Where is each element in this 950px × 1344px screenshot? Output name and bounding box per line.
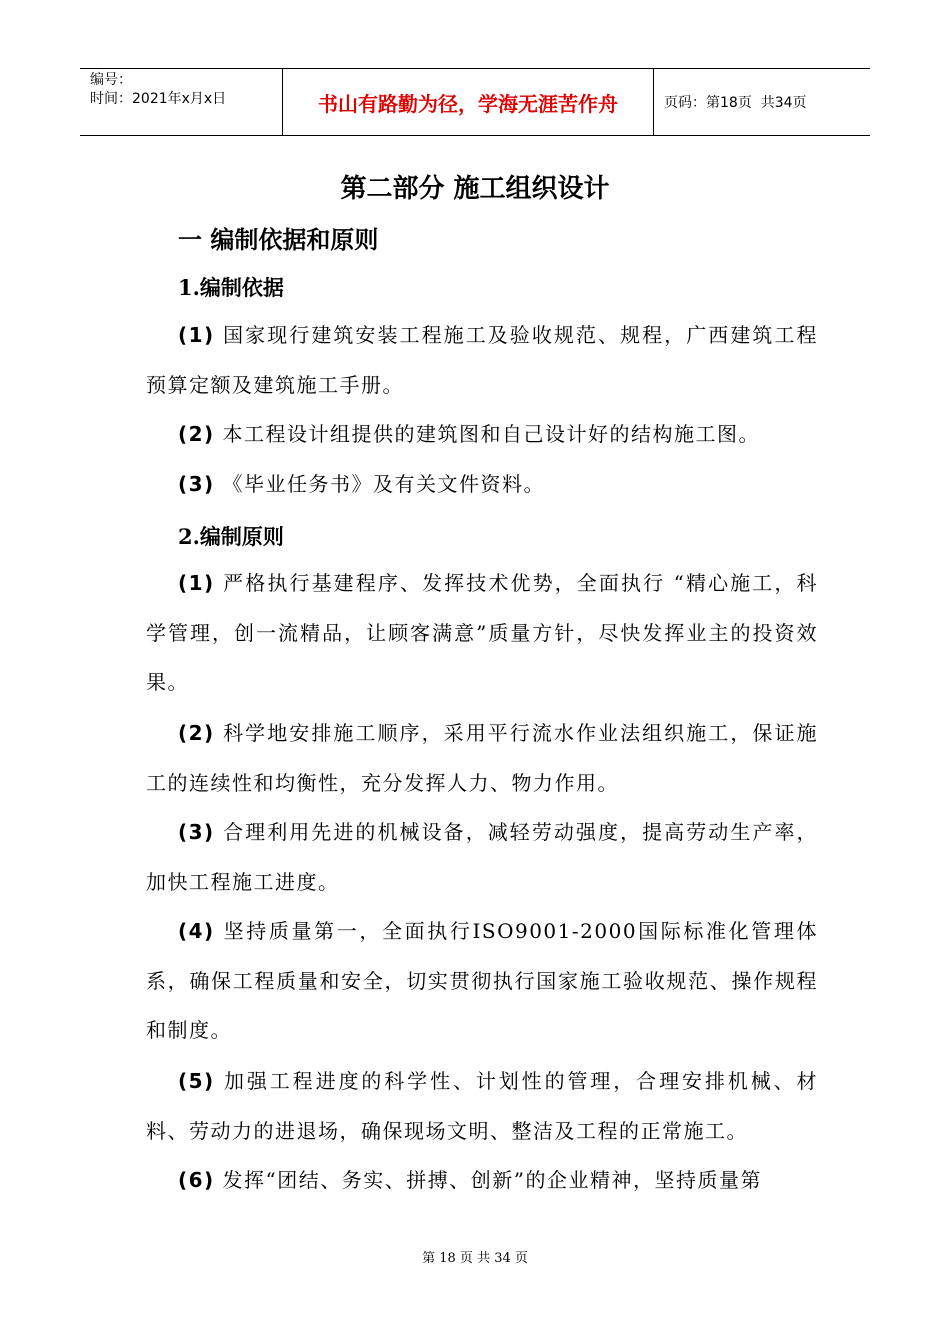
header-number-label: 编号： [90, 72, 132, 88]
item-number: (3) [178, 820, 215, 844]
principle-item-4 [146, 907, 818, 1056]
basis-item-3 [146, 460, 818, 510]
document-title: 第二部分 施工组织设计 [340, 174, 610, 204]
item-text: 发挥“团结、务实、拼搏、创新”的企业精神，坚持质量第 [214, 1168, 763, 1192]
subsection-heading-basis: 1.编制依据 [178, 275, 284, 300]
item-number: (1) [178, 571, 215, 595]
item-text: 严格执行基建程序、发挥技术优势，全面执行 “精心施工，科学管理，创一流精品，让顾客满意”质量方针，尽快发挥业主的投资效果。 [146, 571, 818, 694]
item-text: 《毕业任务书》及有关文件资料。 [214, 472, 546, 496]
header-page-info-cell [654, 69, 870, 135]
item-number: (4) [178, 919, 215, 943]
header-motto: 书山有路勤为径，学海无涯苦作舟 [282, 69, 654, 135]
item-text: 加强工程进度的科学性、计划性的管理，合理安排机械、材料、劳动力的进退场，确保现场文明、整洁及工程的正常施工。 [146, 1069, 818, 1143]
page-footer: 第 18 页 共 34 页 [422, 1251, 528, 1266]
basis-item-2 [146, 410, 818, 460]
item-number: (2) [178, 721, 215, 745]
principle-item-3 [146, 808, 818, 907]
item-number: (5) [178, 1069, 215, 1093]
item-text: 坚持质量第一，全面执行ISO9001-2000国际标准化管理体系，确保工程质量和安全，切实贯彻执行国家施工验收规范、操作规程和制度。 [146, 919, 818, 1042]
item-number: (1) [178, 323, 215, 347]
item-number: (2) [178, 422, 215, 446]
document-header [80, 68, 870, 136]
item-number: (3) [178, 472, 215, 496]
section-heading-1: 一 编制依据和原则 [178, 226, 379, 254]
item-text: 国家现行建筑安装工程施工及验收规范、规程，广西建筑工程预算定额及建筑施工手册。 [146, 323, 818, 397]
header-page-info: 页码：第18页 共34页 [664, 95, 807, 111]
principle-item-2 [146, 709, 818, 808]
principle-item-6 [146, 1156, 818, 1206]
item-text: 科学地安排施工顺序，采用平行流水作业法组织施工，保证施工的连续性和均衡性，充分发挥人力、物力作用。 [146, 721, 818, 795]
principle-item-5 [146, 1057, 818, 1156]
subsection-heading-principles: 2.编制原则 [178, 524, 284, 549]
principle-item-1 [146, 559, 818, 708]
header-time-label: 时间：2021年x月x日 [90, 91, 227, 107]
basis-item-1 [146, 311, 818, 410]
item-text: 本工程设计组提供的建筑图和自己设计好的结构施工图。 [214, 422, 761, 446]
header-meta [80, 69, 282, 135]
item-number: (6) [178, 1168, 215, 1192]
item-text: 合理利用先进的机械设备，减轻劳动强度，提高劳动生产率，加快工程施工进度。 [146, 820, 818, 894]
